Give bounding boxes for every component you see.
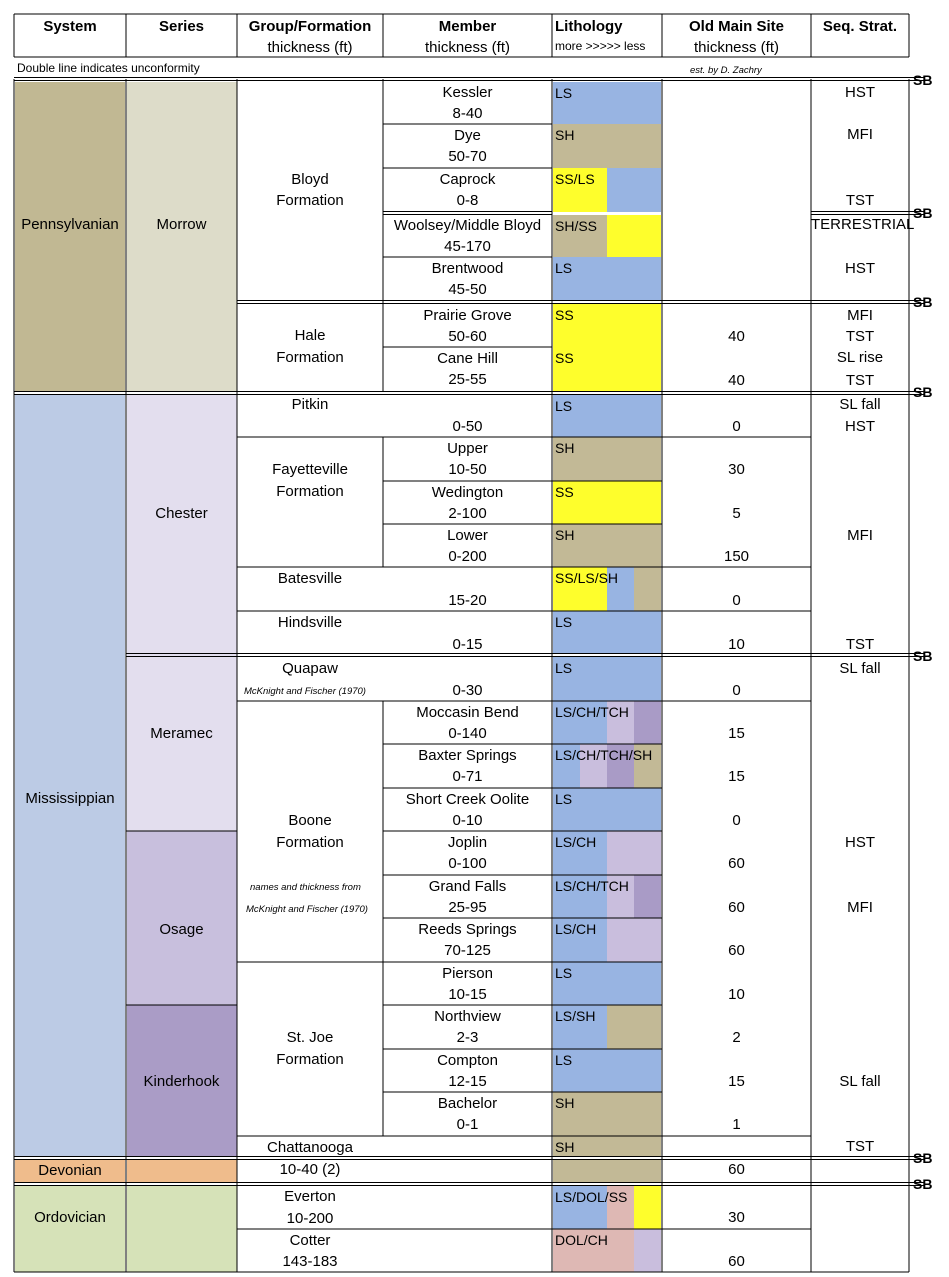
series-label: Osage [159, 921, 204, 938]
group-thickness: 10-40 (2) [279, 1161, 341, 1178]
lithology-label: LS [555, 660, 573, 676]
header-lithology-sub: more >>>>> less [555, 39, 646, 53]
seq-strat-label: MFI [847, 307, 873, 324]
lithology-label: LS/CH/TCH [555, 704, 629, 720]
group-thickness: 0-15 [452, 636, 483, 653]
member-thickness: 50-60 [448, 328, 487, 345]
group-label: Fayetteville [272, 461, 348, 478]
oldmain-value: 60 [728, 855, 745, 872]
seq-strat-label: SL fall [839, 660, 881, 677]
seq-strat-label: TERRESTRIAL [811, 216, 915, 233]
group-thickness: 15-20 [448, 592, 487, 609]
lithology-bar-ch [607, 918, 661, 962]
lithology-label: LS [555, 965, 573, 981]
lithology-label: SH/SS [555, 218, 598, 234]
oldmain-value: 30 [728, 1209, 745, 1226]
system-pennsylvanian-fill [15, 82, 125, 391]
group-thickness: 0-30 [452, 682, 483, 699]
oldmain-value: 0 [732, 418, 741, 435]
system-label: Devonian [38, 1162, 102, 1179]
sequence-boundary-label: SB [913, 294, 933, 310]
member-name: Cane Hill [437, 350, 498, 367]
member-name: Reeds Springs [418, 921, 517, 938]
system-label: Mississippian [25, 790, 115, 807]
group-sub: Formation [276, 349, 344, 366]
series-morrow-fill [127, 82, 237, 391]
group-label: Quapaw [282, 660, 338, 677]
lithology-label: SH [555, 1139, 575, 1155]
seq-strat-label: HST [845, 260, 875, 277]
series-label: Kinderhook [143, 1073, 220, 1090]
member-name: Caprock [439, 171, 496, 188]
lithology-label: LS [555, 791, 573, 807]
member-thickness: 2-100 [448, 505, 487, 522]
system-label: Pennsylvanian [21, 216, 119, 233]
member-name: Prairie Grove [423, 307, 512, 324]
oldmain-value: 15 [728, 725, 745, 742]
group-thickness: 0-50 [452, 418, 483, 435]
lithology-label: DOL/CH [555, 1232, 608, 1248]
member-thickness: 0-71 [452, 768, 483, 785]
sequence-boundary-label: SB [913, 1150, 933, 1166]
seq-strat-label: MFI [847, 126, 873, 143]
group-label: Bloyd [291, 171, 329, 188]
lithology-label: LS [555, 260, 573, 276]
series-devonian-fill [127, 1160, 237, 1182]
lithology-label: LS/CH [555, 834, 597, 850]
header-oldmain: Old Main Site [688, 18, 784, 35]
oldmain-value: 2 [732, 1029, 741, 1046]
lithology-label: SS/LS/SH [555, 570, 619, 586]
oldmain-value: 40 [728, 372, 745, 389]
lithology-label: SH [555, 1095, 575, 1111]
boone-reference: names and thickness from [250, 882, 361, 893]
member-thickness: 12-15 [448, 1073, 487, 1090]
oldmain-value: 60 [728, 942, 745, 959]
group-thickness: 10-200 [286, 1210, 334, 1227]
sequence-boundary-label: SB [913, 72, 933, 88]
lithology-bar-ss [634, 1186, 661, 1229]
header-seq: Seq. Strat. [822, 18, 898, 35]
lithology-bar-ch [634, 1229, 661, 1272]
seq-strat-label: TST [845, 636, 875, 653]
oldmain-value: 60 [728, 1161, 745, 1178]
member-name: Woolsey/Middle Bloyd [393, 217, 542, 234]
member-thickness: 8-40 [452, 105, 483, 122]
header-series: Series [158, 18, 205, 35]
member-thickness: 0-200 [448, 548, 487, 565]
lithology-label: LS [555, 398, 573, 414]
seq-strat-label: TST [845, 192, 875, 209]
header-group-sub: thickness (ft) [267, 39, 353, 56]
member-thickness: 0-10 [452, 812, 483, 829]
oldmain-value: 15 [728, 1073, 745, 1090]
unconformity-note: Double line indicates unconformity [17, 61, 200, 75]
oldmain-value: 40 [728, 328, 745, 345]
header-member-sub: thickness (ft) [424, 39, 511, 56]
member-thickness: 10-15 [448, 986, 487, 1003]
member-name: Grand Falls [428, 878, 507, 895]
lithology-label: SS [555, 350, 574, 366]
lithology-label: LS/SH [555, 1008, 596, 1024]
lithology-bar-sh [553, 1160, 661, 1182]
seq-strat-label: HST [845, 418, 875, 435]
member-thickness: 0-8 [456, 192, 479, 209]
system-label: Ordovician [34, 1209, 106, 1226]
member-name: Lower [447, 527, 488, 544]
seq-strat-label: SL rise [836, 349, 884, 366]
series-label: Morrow [156, 216, 207, 233]
lithology-label: LS/DOL/SS [555, 1189, 628, 1205]
sequence-boundary-label: SB [913, 648, 933, 664]
seq-strat-label: MFI [847, 527, 873, 544]
member-name: Kessler [442, 84, 493, 101]
series-chester-fill [127, 395, 237, 657]
lithology-label: SS/LS [555, 171, 595, 187]
oldmain-value: 10 [728, 636, 745, 653]
series-ordovician-fill [127, 1186, 237, 1272]
header-lithology: Lithology [555, 18, 623, 35]
header-system: System [43, 18, 97, 35]
sequence-boundary-label: SB [913, 1176, 933, 1192]
oldmain-value: 30 [728, 461, 745, 478]
group-label: Hale [294, 327, 326, 344]
sequence-boundary-label: SB [913, 205, 933, 221]
header-oldmain-sub: thickness (ft) [693, 39, 780, 56]
seq-strat-label: SL fall [839, 396, 881, 413]
group-label: Batesville [277, 570, 343, 587]
system-ordovician-fill [15, 1186, 125, 1272]
lithology-label: LS [555, 1052, 573, 1068]
lithology-label: LS/CH/TCH/SH [555, 747, 653, 763]
lithology-label: SH [555, 440, 575, 456]
system-mississippian-fill [15, 395, 125, 1157]
member-thickness: 70-125 [444, 942, 491, 959]
group-thickness: 143-183 [282, 1253, 338, 1270]
lithology-label: LS [555, 85, 573, 101]
zachry-note: est. by D. Zachry [690, 65, 762, 76]
member-name: Short Creek Oolite [405, 791, 530, 808]
oldmain-value: 60 [728, 1253, 745, 1270]
lithology-label: LS [555, 614, 573, 630]
lithology-bar-sh [634, 567, 661, 611]
lithology-label: SS [555, 484, 574, 500]
member-name: Joplin [447, 834, 488, 851]
oldmain-value: 5 [732, 505, 741, 522]
oldmain-value: 1 [732, 1116, 741, 1133]
oldmain-value: 60 [728, 899, 745, 916]
group-sub: Formation [276, 192, 344, 209]
group-label: St. Joe [286, 1029, 334, 1046]
group-sub: Formation [276, 834, 344, 851]
lithology-bar-ch [607, 831, 661, 875]
member-thickness: 10-50 [448, 461, 487, 478]
member-thickness: 50-70 [448, 148, 487, 165]
member-name: Baxter Springs [418, 747, 517, 764]
series-osage-fill [127, 831, 237, 1005]
sequence-boundary-label: SB [913, 384, 933, 400]
seq-strat-label: TST [845, 372, 875, 389]
member-name: Northview [434, 1008, 501, 1025]
member-thickness: 45-170 [444, 238, 491, 255]
oldmain-value: 0 [732, 682, 741, 699]
member-name: Moccasin Bend [416, 704, 519, 721]
group-label: Hindsville [277, 614, 343, 631]
member-name: Pierson [442, 965, 493, 982]
lithology-bar-tch [634, 701, 661, 744]
member-thickness: 25-55 [448, 371, 487, 388]
member-name: Wedington [431, 484, 504, 501]
member-thickness: 45-50 [448, 281, 487, 298]
lithology-label: SS [555, 307, 574, 323]
oldmain-value: 10 [728, 986, 745, 1003]
member-name: Bachelor [437, 1095, 498, 1112]
lithology-bar-ss [607, 215, 661, 257]
oldmain-value: 0 [732, 592, 741, 609]
lithology-bar-tch [634, 875, 661, 918]
lithology-label: SH [555, 527, 575, 543]
member-thickness: 2-3 [456, 1029, 479, 1046]
series-label: Chester [155, 505, 208, 522]
group-label: Cotter [289, 1232, 331, 1249]
lithology-label: LS/CH [555, 921, 597, 937]
group-label: Everton [284, 1188, 336, 1205]
member-name: Dye [454, 127, 481, 144]
seq-strat-label: MFI [847, 899, 873, 916]
seq-strat-label: HST [845, 834, 875, 851]
member-thickness: 0-140 [448, 725, 487, 742]
lithology-label: LS/CH/TCH [555, 878, 629, 894]
boone-reference: McKnight and Fischer (1970) [246, 904, 368, 915]
member-name: Compton [437, 1052, 498, 1069]
member-thickness: 25-95 [448, 899, 487, 916]
header-group: Group/Formation [248, 18, 372, 35]
member-thickness: 0-100 [448, 855, 487, 872]
oldmain-value: 0 [732, 812, 741, 829]
oldmain-value: 150 [723, 548, 750, 565]
lithology-bar-ls [607, 168, 661, 212]
seq-strat-label: TST [845, 328, 875, 345]
group-label: Pitkin [291, 396, 329, 413]
member-name: Brentwood [431, 260, 504, 277]
seq-strat-label: TST [845, 1138, 875, 1155]
seq-strat-label: SL fall [839, 1073, 881, 1090]
lithology-label: SH [555, 127, 575, 143]
group-sub: Formation [276, 483, 344, 500]
seq-strat-label: HST [845, 84, 875, 101]
member-thickness: 0-1 [456, 1116, 479, 1133]
group-label: Boone [288, 812, 332, 829]
quapaw-reference: McKnight and Fischer (1970) [244, 686, 366, 697]
member-name: Upper [447, 440, 488, 457]
lithology-bar-sh [607, 1005, 661, 1049]
series-label: Meramec [150, 725, 213, 742]
oldmain-value: 15 [728, 768, 745, 785]
group-sub: Formation [276, 1051, 344, 1068]
group-label: Chattanooga [267, 1139, 353, 1156]
header-member: Member [438, 18, 497, 35]
